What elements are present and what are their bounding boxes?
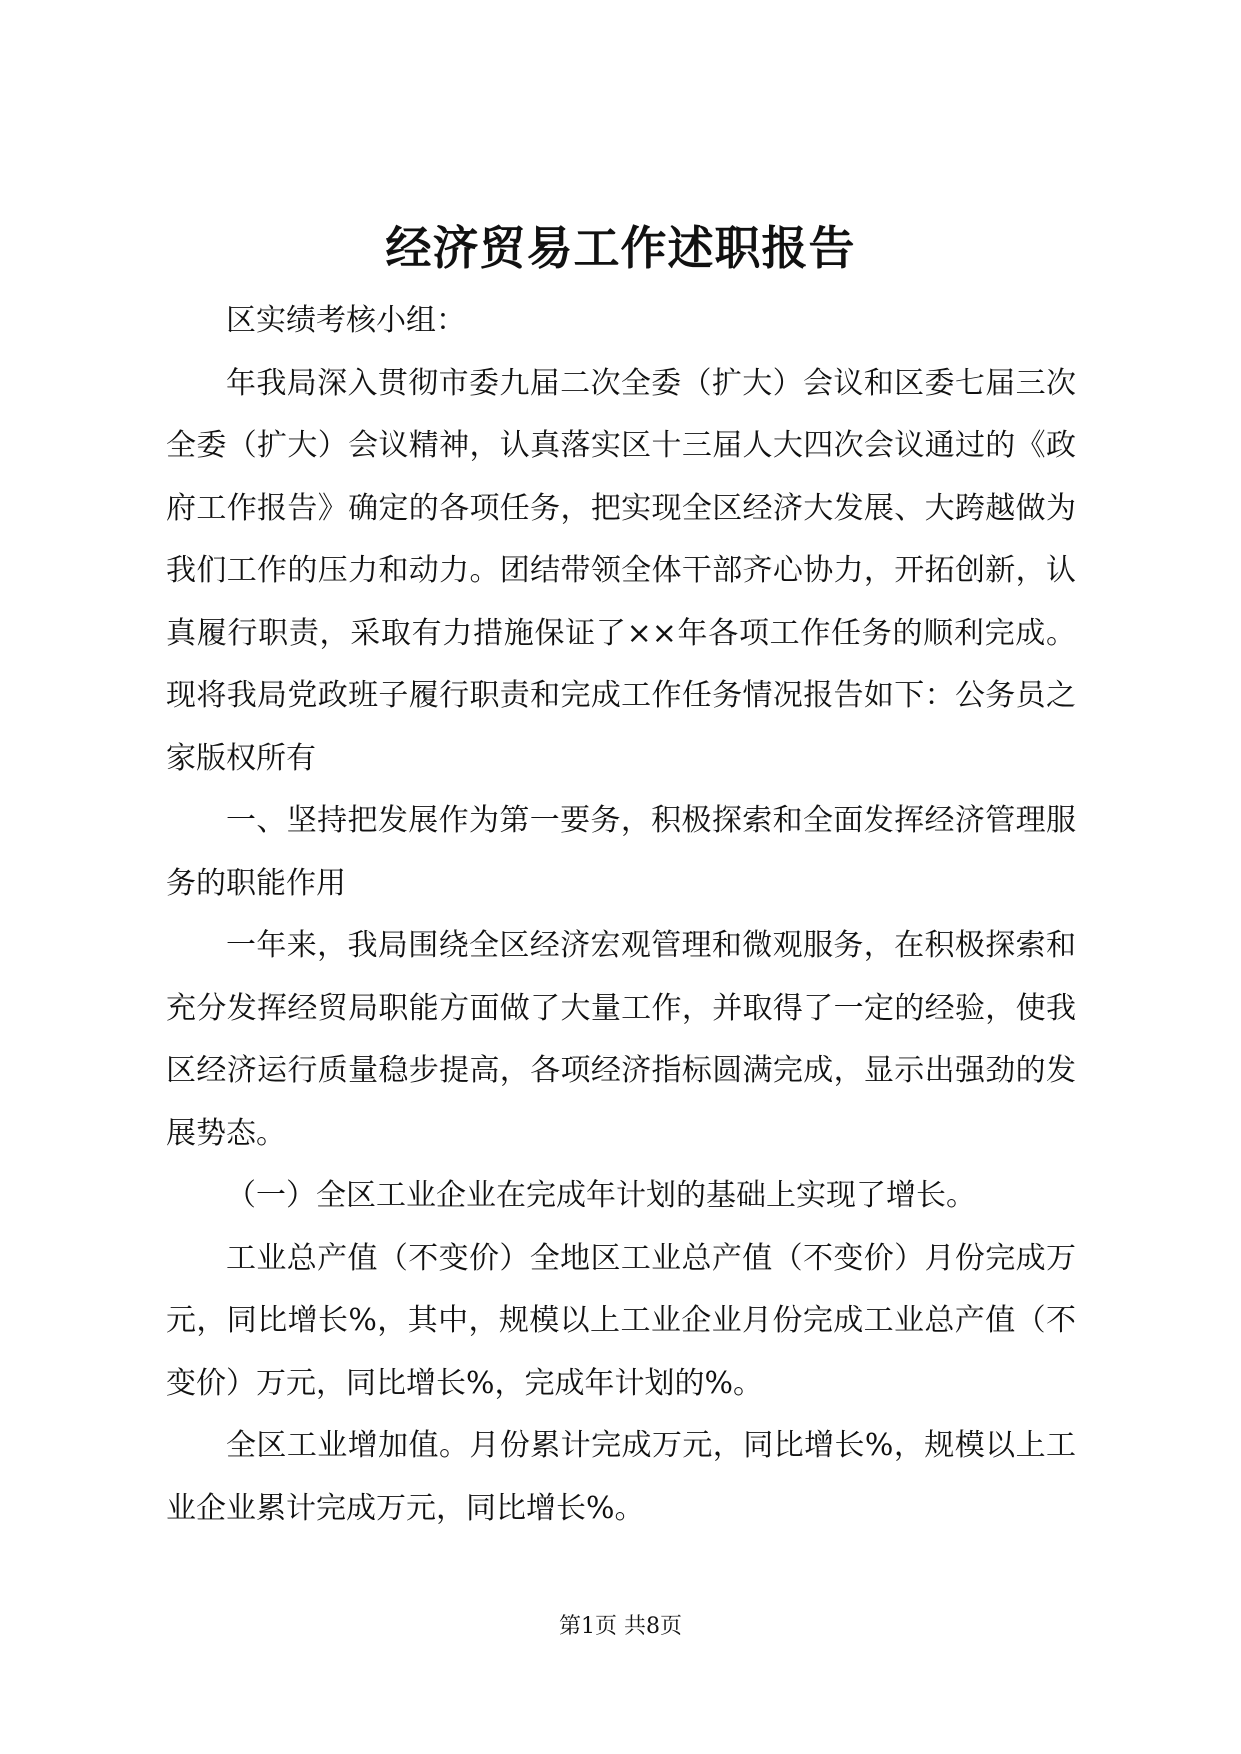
intro-paragraph: 年我局深入贯彻市委九届二次全委（扩大）会议和区委七届三次全委（扩大）会议精神，认真落实区十三届人大四次会议通过的《政府工作报告》确定的各项任务，把实现全区经济大发展、大跨越做为我们工作的压力和动力。团结带领全体干部齐心协力，开拓创新，认真履行职责，采取有力措施保证了××年各项工作任务的顺利完成。现将我局党政班子履行职责和完成工作任务情况报告如下：公务员之家版权所有 — [166, 365, 1076, 776]
added-value-paragraph: 全区工业增加值。月份累计完成万元，同比增长%，规模以上工业企业累计完成万元，同比增长%。 — [166, 1428, 1076, 1526]
salutation-paragraph: 区实绩考核小组： — [226, 303, 466, 338]
output-value-paragraph: 工业总产值（不变价）全地区工业总产值（不变价）月份完成万元，同比增长%，其中，规模以上工业企业月份完成工业总产值（不变价）万元，同比增长%，完成年计划的%。 — [166, 1240, 1076, 1401]
page-number-footer: 第1页 共8页 — [559, 1614, 682, 1639]
section-heading: 一、坚持把发展作为第一要务，积极探索和全面发挥经济管理服务的职能作用 — [166, 803, 1076, 901]
document-title: 经济贸易工作述职报告 — [385, 221, 856, 275]
overview-paragraph: 一年来，我局围绕全区经济宏观管理和微观服务，在积极探索和充分发挥经贸局职能方面做了大量工作，并取得了一定的经验，使我区经济运行质量稳步提高，各项经济指标圆满完成，显示出强劲的发展势态。 — [166, 928, 1076, 1151]
subsection-heading: （一）全区工业企业在完成年计划的基础上实现了增长。 — [226, 1178, 976, 1213]
document-body — [166, 290, 1076, 1540]
